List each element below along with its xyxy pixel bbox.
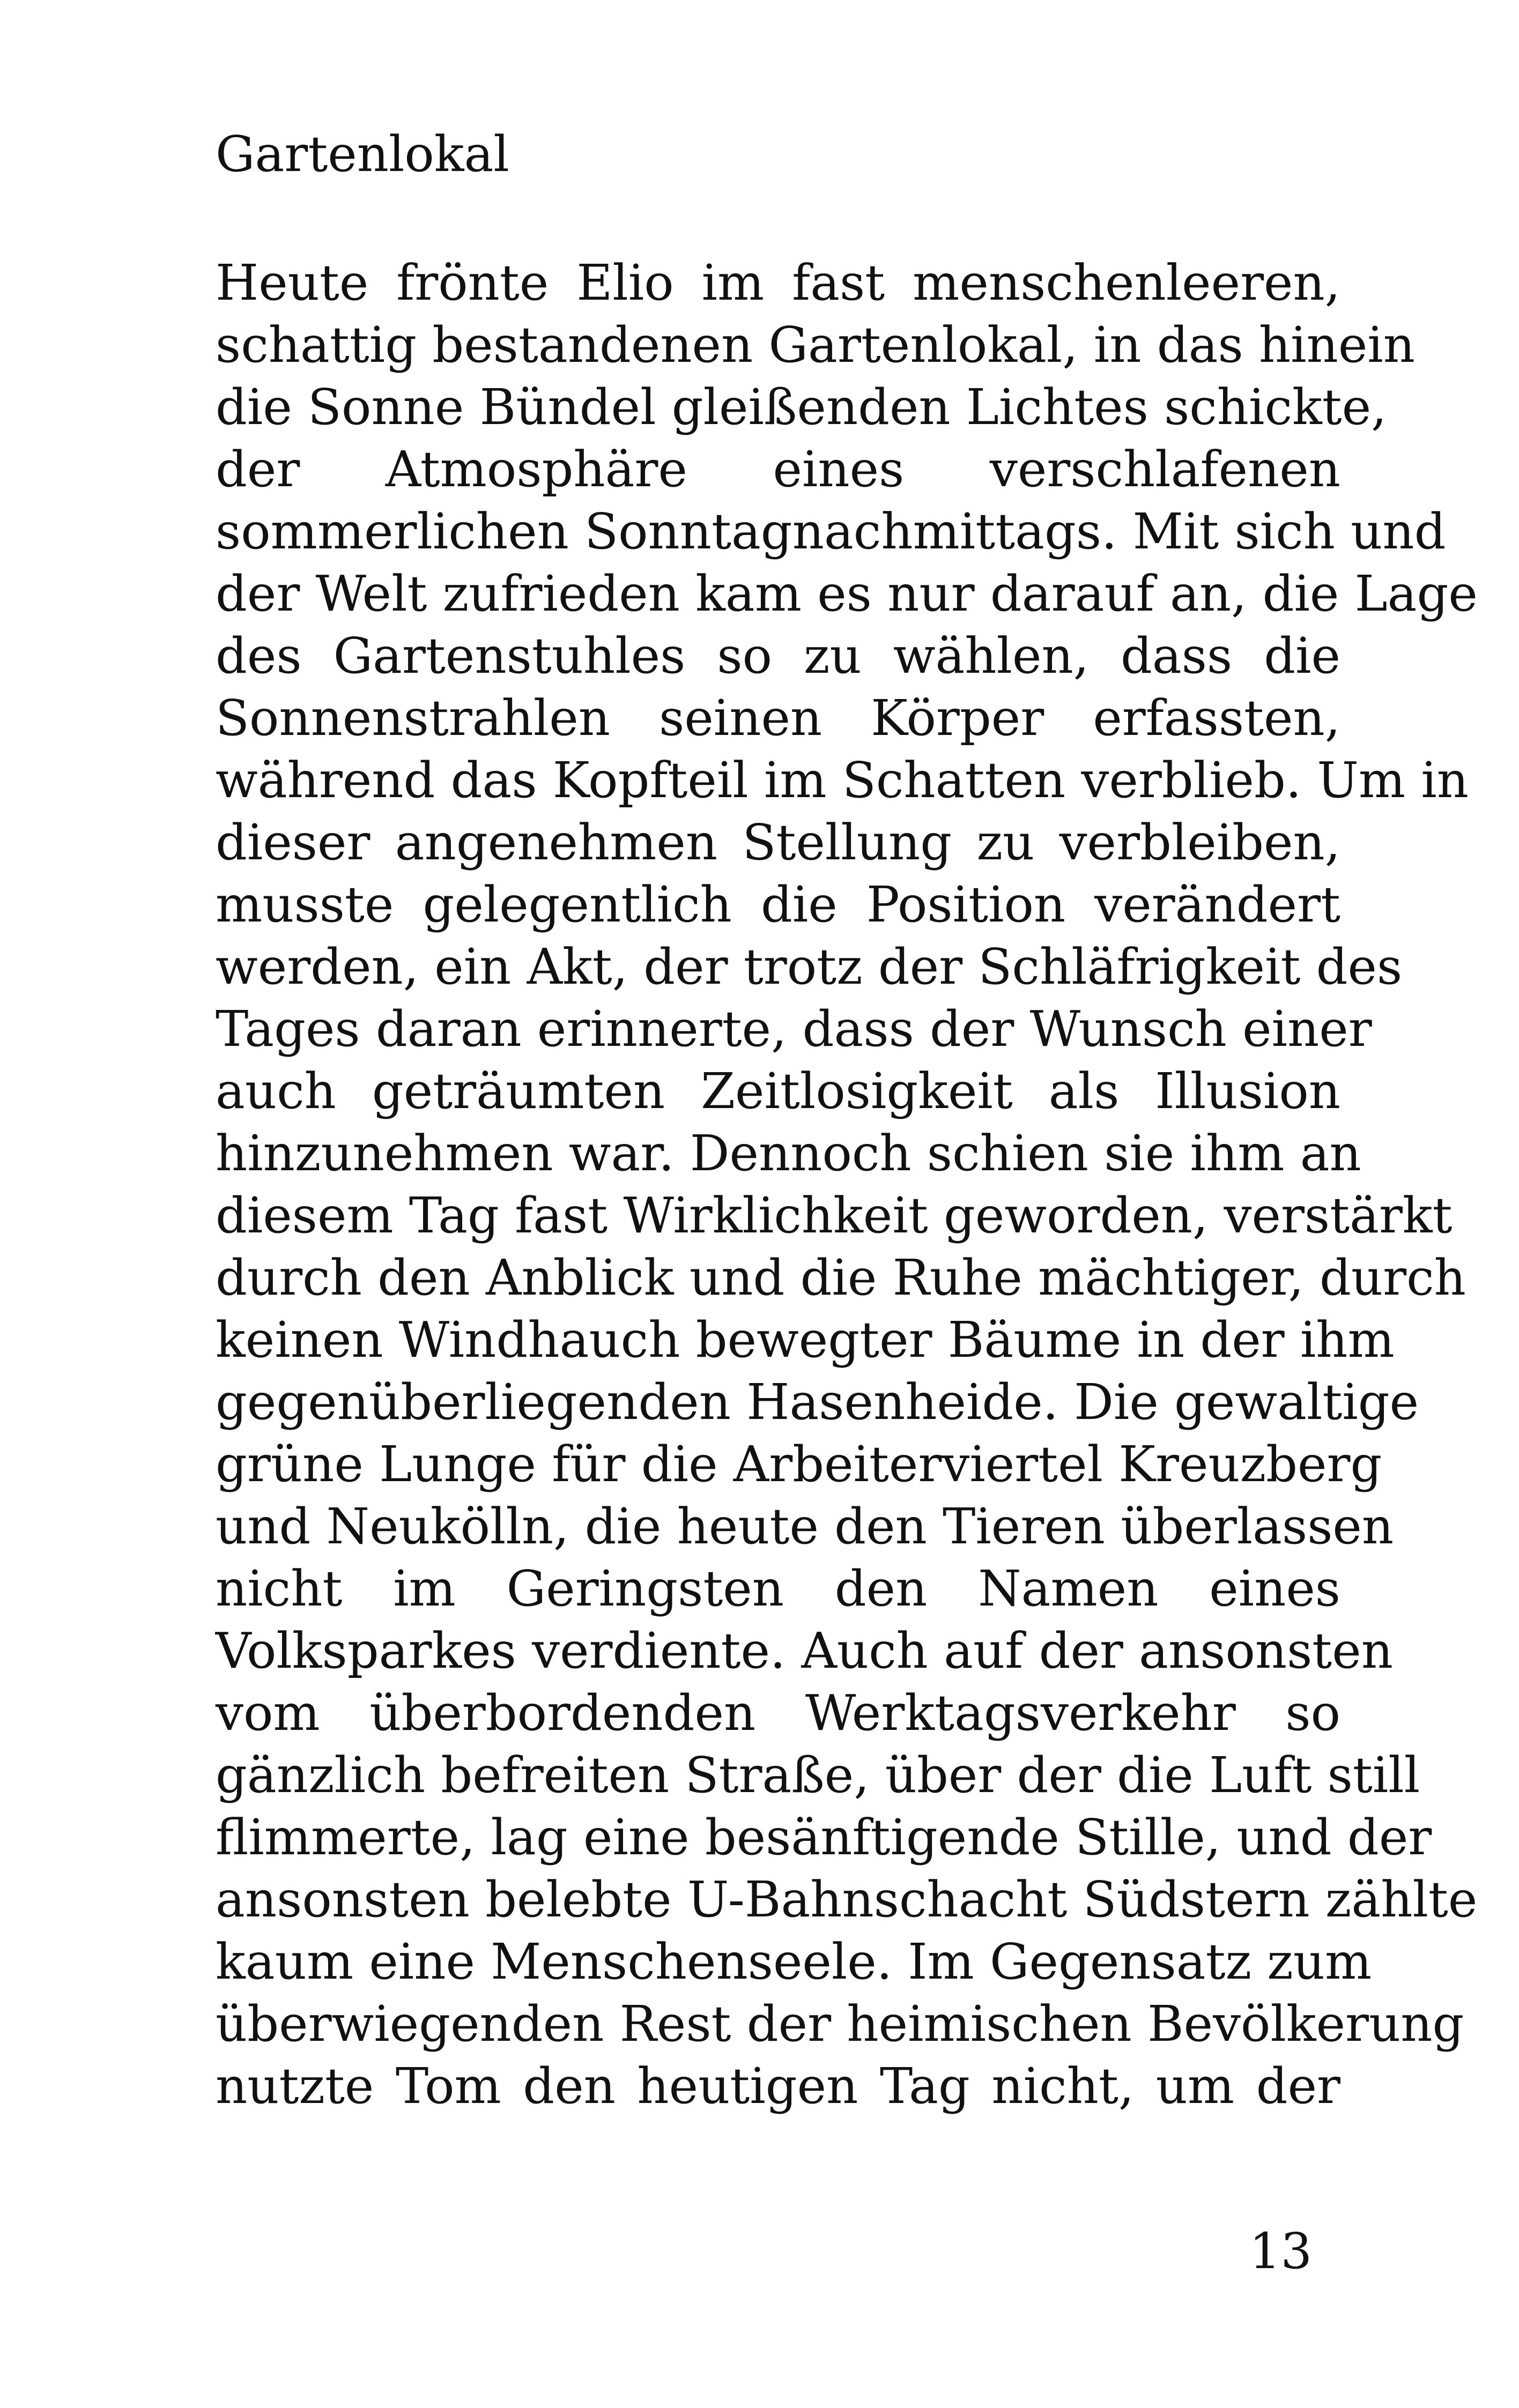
text-line: die Sonne Bündel gleißenden Lichtes schickte, [216, 378, 1387, 436]
text-line: Volksparkes verdiente. Auch auf der ansonsten [216, 1622, 1393, 1679]
text-line: hinzunehmen war. Dennoch schien sie ihm an [216, 1125, 1361, 1182]
text-line: schattig bestandenen Gartenlokal, in das hinein [216, 316, 1415, 374]
text-line: der Atmosphäre eines verschlafenen [216, 441, 1340, 498]
text-line: nicht im Geringsten den Namen eines [216, 1560, 1340, 1617]
text-line: gegenüberliegenden Hasenheide. Die gewaltige [216, 1373, 1419, 1431]
text-line: keinen Windhauch bewegter Bäume in der ihm [216, 1311, 1395, 1369]
text-line: Tages daran erinnerte, dass der Wunsch einer [216, 1000, 1372, 1058]
text-line: musste gelegentlich die Position verändert [216, 876, 1340, 933]
text-line: gänzlich befreiten Straße, über der die Luft still [216, 1746, 1420, 1804]
text-line: kaum eine Menschenseele. Im Gegensatz zum [216, 1933, 1372, 1990]
text-line: während das Kopfteil im Schatten verblieb. Um in [216, 752, 1469, 809]
text-line: sommerlichen Sonntagnachmittags. Mit sich und [216, 503, 1446, 560]
text-line: dieser angenehmen Stellung zu verbleiben, [216, 814, 1340, 871]
text-line: grüne Lunge für die Arbeiterviertel Kreuzberg [216, 1436, 1382, 1493]
text-line: Heute frönte Elio im fast menschenleeren, [216, 254, 1340, 311]
text-line: durch den Anblick und die Ruhe mächtiger, durch [216, 1249, 1466, 1306]
text-line: überwiegenden Rest der heimischen Bevölkerung [216, 1995, 1464, 2053]
text-line: flimmerte, lag eine besänftigende Stille, und der [216, 1809, 1432, 1866]
text-line: und Neukölln, die heute den Tieren überlassen [216, 1498, 1394, 1555]
body-text [216, 252, 1478, 2117]
text-line: auch geträumten Zeitlosigkeit als Illusion [216, 1062, 1340, 1120]
text-line: der Welt zufrieden kam es nur darauf an, die Lage [216, 565, 1478, 622]
chapter-title: Gartenlokal [216, 125, 509, 183]
text-line: nutzte Tom den heutigen Tag nicht, um der [216, 2057, 1340, 2115]
text-line: des Gartenstuhles so zu wählen, dass die [216, 627, 1340, 685]
text-line: Sonnenstrahlen seinen Körper erfassten, [216, 689, 1340, 747]
text-line: werden, ein Akt, der trotz der Schläfrigkeit des [216, 938, 1403, 995]
text-line: diesem Tag fast Wirklichkeit geworden, verstärkt [216, 1187, 1453, 1244]
page-number: 13 [1249, 2223, 1313, 2280]
text-line: vom überbordenden Werktagsverkehr so [216, 1684, 1340, 1742]
text-line: ansonsten belebte U-Bahnschacht Südstern zählte [216, 1871, 1478, 1928]
